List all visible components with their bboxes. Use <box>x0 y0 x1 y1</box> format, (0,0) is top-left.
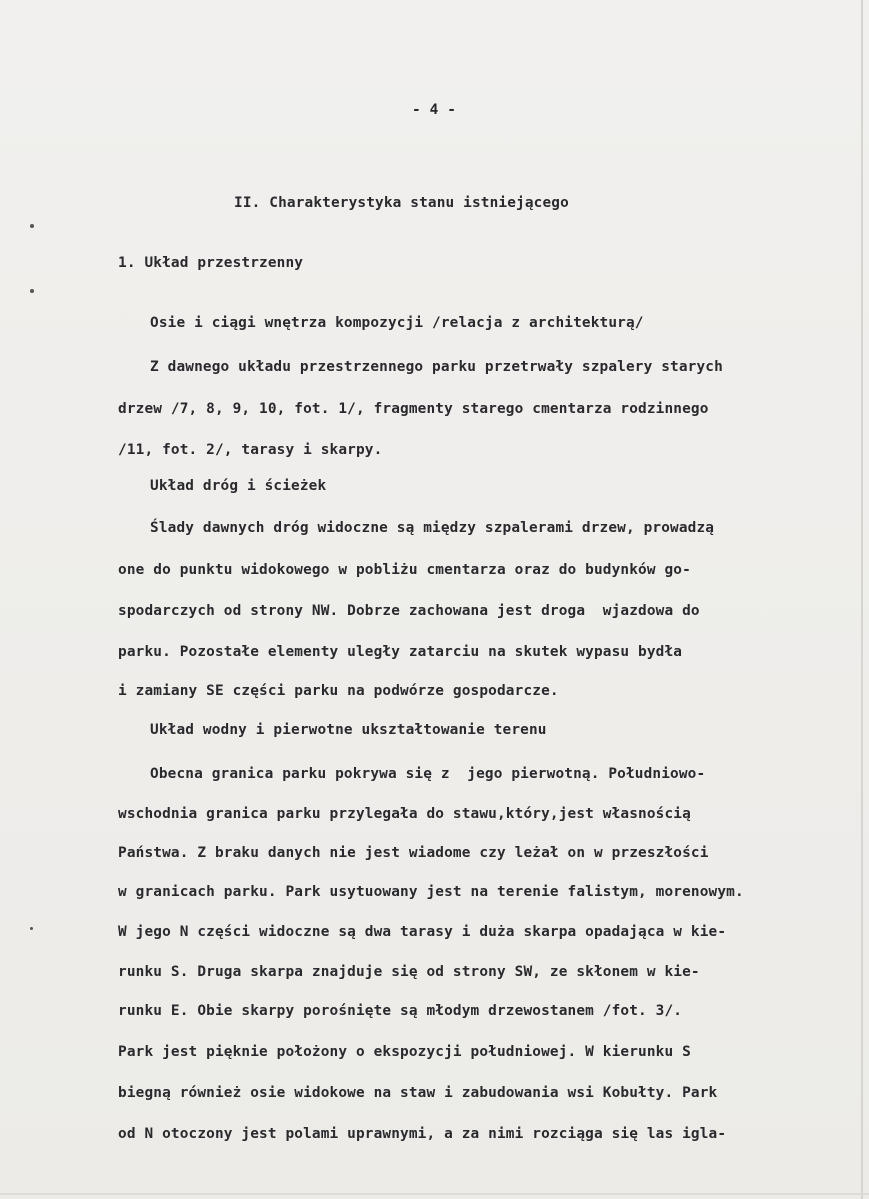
margin-mark <box>30 224 34 228</box>
text-line: /11, fot. 2/, tarasy i skarpy. <box>118 442 383 458</box>
text-line: spodarczych od strony NW. Dobrze zachowana jest droga wjazdowa do <box>118 603 700 619</box>
margin-mark <box>30 927 33 930</box>
text-line: od N otoczony jest polami uprawnymi, a za nimi rozciąga się las igla- <box>118 1126 727 1142</box>
text-line: Obecna granica parku pokrywa się z jego pierwotną. Południowo- <box>150 766 706 782</box>
page-edge-bottom <box>0 1193 869 1195</box>
text-line: i zamiany SE części parku na podwórze gospodarcze. <box>118 683 559 699</box>
text-line: Państwa. Z braku danych nie jest wiadome czy leżał on w przeszłości <box>118 845 709 861</box>
section-title: II. Charakterystyka stanu istniejącego <box>234 195 569 211</box>
text-line: runku S. Druga skarpa znajduje się od strony SW, ze skłonem w kie- <box>118 964 700 980</box>
text-line: w granicach parku. Park usytuowany jest na terenie falistym, morenowym. <box>118 884 744 900</box>
text-line: parku. Pozostałe elementy uległy zatarciu na skutek wypasu bydła <box>118 644 683 660</box>
text-line: runku E. Obie skarpy porośnięte są młodym drzewostanem /fot. 3/. <box>118 1003 683 1019</box>
heading-line: Układ wodny i pierwotne ukształtowanie terenu <box>150 722 547 738</box>
text-line: Park jest pięknie położony o ekspozycji południowej. W kierunku S <box>118 1044 691 1060</box>
heading-line: Układ dróg i ścieżek <box>150 478 327 494</box>
subsection-title: 1. Układ przestrzenny <box>118 255 304 271</box>
text-line: wschodnia granica parku przylegała do stawu,który,jest własnością <box>118 806 691 822</box>
text-line: drzew /7, 8, 9, 10, fot. 1/, fragmenty starego cmentarza rodzinnego <box>118 401 709 417</box>
text-line: Ślady dawnych dróg widoczne są między szpalerami drzew, prowadzą <box>150 520 715 536</box>
page-number: - 4 - <box>412 102 457 118</box>
text-line: Z dawnego układu przestrzennego parku przetrwały szpalery starych <box>150 359 723 375</box>
page-edge-right <box>861 0 863 1199</box>
heading-line: Osie i ciągi wnętrza kompozycji /relacja z architekturą/ <box>150 315 644 331</box>
margin-mark <box>30 289 34 293</box>
text-line: one do punktu widokowego w pobliżu cmentarza oraz do budynków go- <box>118 562 691 578</box>
text-line: W jego N części widoczne są dwa tarasy i duża skarpa opadająca w kie- <box>118 924 727 940</box>
text-line: biegną również osie widokowe na staw i zabudowania wsi Kobułty. Park <box>118 1085 718 1101</box>
